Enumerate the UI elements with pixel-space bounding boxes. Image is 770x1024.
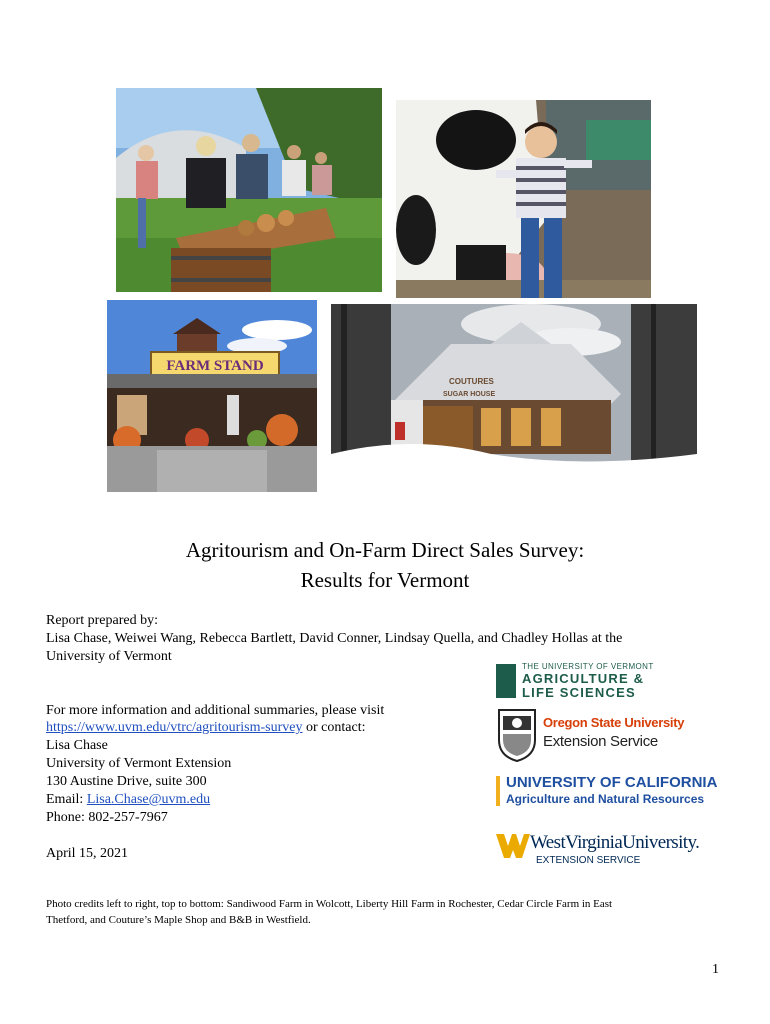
document-title-line2: Results for Vermont xyxy=(300,568,470,592)
contact-name: Lisa Chase xyxy=(46,738,108,753)
photo-farm-stand xyxy=(107,300,317,492)
uvm-cals-logo xyxy=(496,662,656,700)
sugar-house-sign-line1: COUTURES xyxy=(449,377,494,386)
survey-url-line xyxy=(46,719,365,737)
uvm-logo-line1: THE UNIVERSITY OF VERMONT xyxy=(522,662,654,671)
report-date: April 15, 2021 xyxy=(46,846,129,861)
photo-credits-line1: Photo credits left to right, top to bottom: Sandiwood Farm in Wolcott, Liberty Hill Farm in Rochester, Cedar Circle Farm in East xyxy=(46,898,613,910)
photo-credits-line2: Thetford, and Couture’s Maple Shop and B&B in Westfield. xyxy=(46,914,311,926)
osu-logo-line1: Oregon State University xyxy=(543,715,685,730)
photo-sugar-house xyxy=(331,304,697,492)
contact-org: University of Vermont Extension xyxy=(46,756,232,771)
email-link[interactable]: Lisa.Chase@uvm.edu xyxy=(86,792,211,807)
sugar-house-sign-line2: SUGAR HOUSE xyxy=(443,391,496,398)
document-title-line1: Agritourism and On-Farm Direct Sales Survey: xyxy=(185,538,585,562)
farm-stand-sign: FARM STAND xyxy=(166,358,264,374)
authors-line2: University of Vermont xyxy=(46,649,172,664)
page-number: 1 xyxy=(712,962,719,977)
contact-phone: Phone: 802-257-7967 xyxy=(46,810,168,825)
uc-accent-bar xyxy=(496,776,500,806)
wvu-logo-line2: EXTENSION SERVICE xyxy=(536,855,641,866)
contact-address: 130 Austine Drive, suite 300 xyxy=(46,774,207,789)
more-info-intro: For more information and additional summaries, please visit xyxy=(46,703,385,718)
osu-seal-icon xyxy=(495,706,539,762)
osu-extension-logo xyxy=(495,706,695,764)
osu-logo-line2: Extension Service xyxy=(543,733,658,750)
wvu-logo-line1: WestVirginiaUniversity. xyxy=(530,832,700,853)
photo-boy-with-cow xyxy=(396,100,651,298)
uvm-logo-line3: LIFE SCIENCES xyxy=(522,685,636,700)
uvm-logo-line2: AGRICULTURE & xyxy=(522,671,645,686)
wvu-flying-wv-icon xyxy=(496,828,530,862)
contact-suffix: or contact: xyxy=(302,720,366,735)
photo-farm-market xyxy=(116,88,382,292)
email-label: Email: xyxy=(46,792,87,807)
survey-url-link[interactable]: https://www.uvm.edu/vtrc/agritourism-survey xyxy=(46,720,303,735)
uc-logo-line1: UNIVERSITY OF CALIFORNIA xyxy=(506,774,718,791)
uvm-emblem-icon xyxy=(496,664,516,698)
wvu-extension-logo xyxy=(496,828,716,870)
uc-anr-logo xyxy=(496,774,726,808)
authors-line1: Lisa Chase, Weiwei Wang, Rebecca Bartlett, David Conner, Lindsay Quella, and Chadley Hollas at the xyxy=(46,631,623,646)
prepared-by-label: Report prepared by: xyxy=(46,613,158,628)
email-line xyxy=(46,791,210,809)
uc-logo-line2: Agriculture and Natural Resources xyxy=(506,792,705,806)
